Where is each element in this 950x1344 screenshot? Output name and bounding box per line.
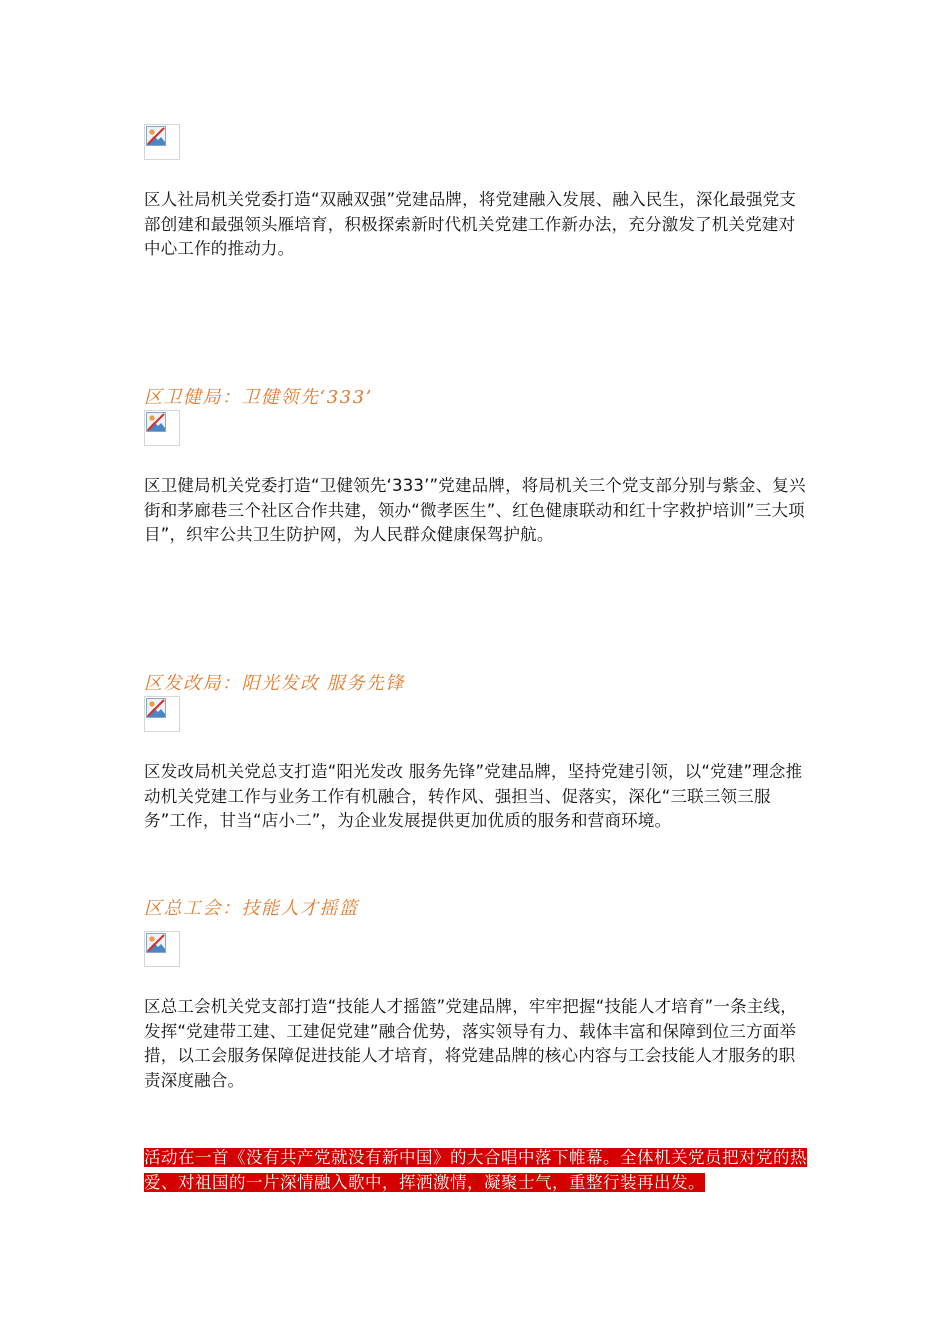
broken-image-icon bbox=[144, 124, 180, 160]
closing-paragraph bbox=[144, 1145, 808, 1195]
section-2-heading: 区卫健局：卫健领先‘333’ bbox=[144, 387, 373, 408]
broken-image-icon bbox=[144, 410, 180, 446]
broken-image-icon bbox=[144, 931, 180, 967]
section-3-body: 区发改局机关党总支打造“阳光发改 服务先锋”党建品牌，坚持党建引领，以“党建”理念推动机关党建工作与业务工作有机融合，转作风、强担当、促落实，深化“三联三领三服务”工作，甘当“店小二”，为企业发展提供更加优质的服务和营商环境。 bbox=[144, 762, 803, 830]
broken-image-icon bbox=[144, 696, 180, 732]
closing-highlight-text: 活动在一首《没有共产党就没有新中国》的大合唱中落下帷幕。全体机关党员把对党的热爱、对祖国的一片深情融入歌中，挥洒激情，凝聚士气，重整行装再出发。 bbox=[144, 1148, 807, 1192]
section-2-body: 区卫健局机关党委打造“卫健领先‘333’”党建品牌，将局机关三个党支部分别与紫金、复兴街和茅廊巷三个社区合作共建，领办“微孝医生”、红色健康联动和红十字救护培训”三大项目”，织牢公共卫生防护网，为人民群众健康保驾护航。 bbox=[144, 476, 806, 544]
section-4-body: 区总工会机关党支部打造“技能人才摇篮”党建品牌，牢牢把握“技能人才培育”一条主线，发挥“党建带工建、工建促党建”融合优势，落实领导有力、载体丰富和保障到位三方面举措，以工会服务保障促进技能人才培育，将党建品牌的核心内容与工会技能人才服务的职责深度融合。 bbox=[144, 997, 797, 1090]
section-1-body: 区人社局机关党委打造“双融双强”党建品牌，将党建融入发展、融入民生，深化最强党支部创建和最强领头雁培育，积极探索新时代机关党建工作新办法，充分激发了机关党建对中心工作的推动力。 bbox=[144, 190, 797, 258]
section-4-heading: 区总工会：技能人才摇篮 bbox=[144, 898, 359, 919]
section-3-heading: 区发改局：阳光发改 服务先锋 bbox=[144, 673, 405, 694]
